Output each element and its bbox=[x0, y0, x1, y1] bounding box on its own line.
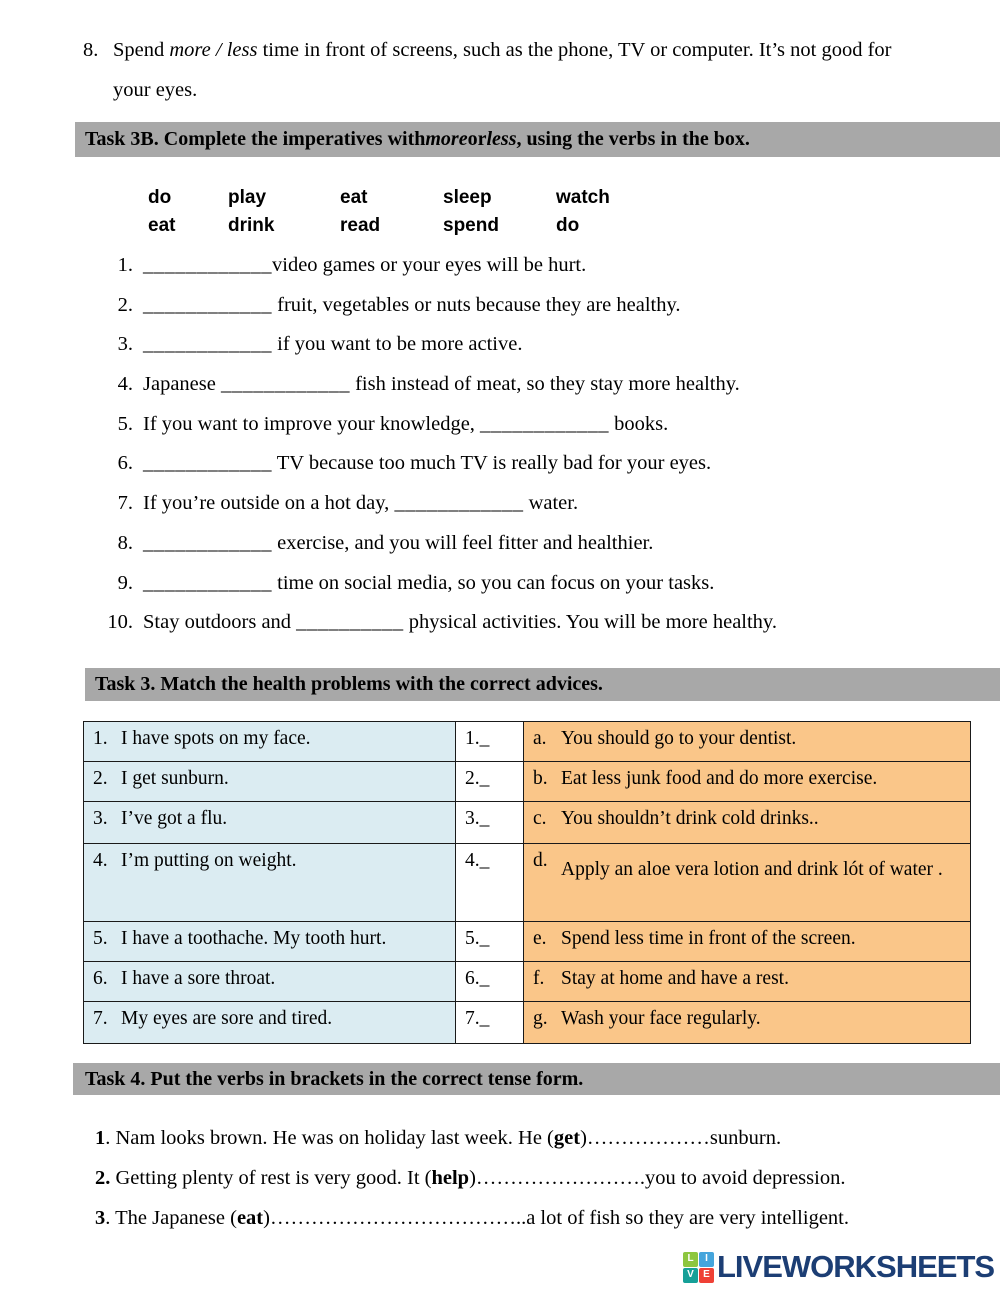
problem-text: I have a toothache. My tooth hurt. bbox=[121, 928, 387, 949]
imperative-item bbox=[83, 571, 777, 611]
task3b-header-text: or bbox=[467, 128, 487, 150]
imperative-item bbox=[83, 253, 777, 293]
advice-cell bbox=[524, 844, 971, 922]
word-box-word: read bbox=[340, 215, 381, 236]
blank-line[interactable]: ____________ bbox=[143, 531, 272, 554]
problem-number: 5. bbox=[93, 928, 108, 949]
item-text: . The Japanese ( bbox=[105, 1207, 237, 1229]
problem-cell bbox=[84, 1002, 456, 1044]
item-number: 1 bbox=[95, 1127, 106, 1149]
problem-text: I have spots on my face. bbox=[121, 728, 311, 749]
tense-item bbox=[95, 1205, 849, 1245]
problem-text: I get sunburn. bbox=[121, 768, 229, 789]
advice-letter: b. bbox=[533, 768, 548, 789]
tense-item bbox=[95, 1165, 849, 1205]
item-text: fruit, vegetables or nuts because they are healthy. bbox=[272, 293, 681, 316]
logo-letter-square-v: V bbox=[683, 1268, 698, 1283]
imperative-item bbox=[83, 531, 777, 571]
word-box-word: do bbox=[148, 187, 172, 208]
item-text: Getting plenty of rest is very good. It ( bbox=[110, 1167, 432, 1189]
blank-line[interactable]: ____________ bbox=[480, 412, 610, 435]
advice-cell bbox=[524, 722, 971, 762]
blank-line[interactable]: ____________ bbox=[220, 373, 350, 396]
problem-cell bbox=[84, 922, 456, 962]
item-number: 3. bbox=[117, 333, 133, 356]
table-row bbox=[84, 922, 971, 962]
answer-cell[interactable]: 6._ bbox=[456, 962, 524, 1002]
problem-cell bbox=[84, 802, 456, 844]
item-number: 1. bbox=[117, 254, 133, 276]
blank-line[interactable]: ____________ bbox=[143, 452, 272, 475]
item-text: Spend bbox=[113, 39, 170, 61]
task3b-header-italic: more bbox=[425, 128, 468, 150]
blank-line[interactable]: ____________ bbox=[143, 333, 272, 356]
item-text: if you want to be more active. bbox=[272, 333, 523, 356]
advice-letter: e. bbox=[533, 928, 547, 949]
tense-list bbox=[95, 1125, 849, 1245]
advice-text: Apply an aloe vera lotion and drink lót of water . bbox=[561, 859, 943, 880]
blank-line[interactable]: ____________ bbox=[143, 571, 272, 594]
advice-text: Spend less time in front of the screen. bbox=[561, 928, 856, 949]
imperative-item bbox=[83, 451, 777, 491]
logo-letter-square-l: L bbox=[683, 1252, 698, 1267]
verb-in-brackets: help bbox=[431, 1167, 470, 1189]
verb-in-brackets: eat bbox=[236, 1207, 264, 1229]
word-box-word: eat bbox=[148, 215, 176, 236]
item-text: )…………………….you to avoid depression. bbox=[469, 1167, 846, 1189]
table-row bbox=[84, 762, 971, 802]
verb-in-brackets: get bbox=[553, 1127, 581, 1149]
word-box-word: spend bbox=[443, 215, 499, 236]
advice-cell bbox=[524, 762, 971, 802]
problem-number: 1. bbox=[93, 728, 108, 749]
item-number: 6. bbox=[117, 452, 133, 475]
table-row bbox=[84, 844, 971, 922]
problem-number: 6. bbox=[93, 968, 108, 989]
blank-line[interactable]: ____________ bbox=[143, 254, 272, 276]
problem-number: 2. bbox=[93, 768, 108, 789]
answer-cell[interactable]: 4._ bbox=[456, 844, 524, 922]
answer-cell[interactable]: 1._ bbox=[456, 722, 524, 762]
word-box-word: eat bbox=[340, 187, 368, 208]
table-row bbox=[84, 962, 971, 1002]
answer-cell[interactable]: 2._ bbox=[456, 762, 524, 802]
advice-letter: d. bbox=[533, 850, 548, 871]
item-text: time in front of screens, such as the phone, TV or computer. It’s not good for bbox=[257, 39, 892, 61]
advice-cell bbox=[524, 922, 971, 962]
match-table bbox=[83, 721, 971, 1044]
item-text: physical activities. You will be more healthy. bbox=[403, 611, 777, 634]
task3b-header-text: Task 3B. Complete the imperatives with bbox=[85, 128, 426, 150]
problem-number: 4. bbox=[93, 850, 108, 871]
item-number: 8. bbox=[83, 39, 99, 61]
advice-cell bbox=[524, 962, 971, 1002]
item-text: )………………sunburn. bbox=[580, 1127, 782, 1149]
task3-header-bar: Task 3. Match the health problems with the correct advices. bbox=[85, 668, 1000, 701]
table-row bbox=[84, 1002, 971, 1044]
exercise-item-8 bbox=[83, 30, 988, 110]
item-text: video games or your eyes will be hurt. bbox=[272, 254, 587, 276]
problem-text: I’m putting on weight. bbox=[121, 850, 297, 871]
item-text: fish instead of meat, so they stay more healthy. bbox=[349, 373, 740, 396]
advice-text: You shouldn’t drink cold drinks.. bbox=[561, 808, 819, 829]
blank-line[interactable]: __________ bbox=[296, 611, 404, 634]
table-row bbox=[84, 802, 971, 844]
item-text: exercise, and you will feel fitter and healthier. bbox=[272, 531, 654, 554]
advice-cell bbox=[524, 1002, 971, 1044]
item-text: TV because too much TV is really bad for your eyes. bbox=[272, 452, 712, 475]
answer-cell[interactable]: 3._ bbox=[456, 802, 524, 844]
item-number: 2. bbox=[117, 293, 133, 316]
item-text: Stay outdoors and bbox=[143, 611, 297, 634]
table-row bbox=[84, 722, 971, 762]
logo-letter-square-e: E bbox=[699, 1268, 714, 1283]
task3b-header-italic: less bbox=[486, 128, 517, 150]
problem-cell bbox=[84, 962, 456, 1002]
advice-text: Stay at home and have a rest. bbox=[561, 968, 789, 989]
blank-line[interactable]: ____________ bbox=[394, 492, 524, 515]
item-number: 7. bbox=[117, 492, 133, 515]
advice-letter: a. bbox=[533, 728, 547, 749]
problem-text: My eyes are sore and tired. bbox=[121, 1008, 333, 1029]
exercise-item-8-line2: your eyes. bbox=[113, 79, 198, 101]
imperative-item bbox=[83, 412, 777, 452]
task3b-header-text: , using the verbs in the box. bbox=[516, 128, 750, 150]
item-text: books. bbox=[609, 412, 669, 435]
imperatives-list bbox=[83, 253, 777, 650]
exercise-item-8-line1 bbox=[83, 30, 988, 70]
item-number: 4. bbox=[117, 373, 133, 396]
item-text: water. bbox=[523, 492, 579, 515]
item-number: 8. bbox=[117, 531, 133, 554]
imperative-item bbox=[83, 332, 777, 372]
item-number: 10. bbox=[107, 611, 133, 634]
word-box bbox=[148, 184, 646, 240]
advice-letter: f. bbox=[533, 968, 545, 989]
item-number: 3 bbox=[95, 1207, 106, 1229]
answer-cell[interactable]: 5._ bbox=[456, 922, 524, 962]
item-number: 5. bbox=[117, 412, 133, 435]
problem-cell bbox=[84, 762, 456, 802]
word-box-word: do bbox=[556, 215, 580, 236]
advice-letter: c. bbox=[533, 808, 547, 829]
word-box-word: sleep bbox=[443, 187, 492, 208]
advice-cell bbox=[524, 802, 971, 844]
word-box-word: play bbox=[228, 187, 267, 208]
liveworksheets-logo[interactable] bbox=[683, 1249, 994, 1285]
blank-line[interactable]: ____________ bbox=[143, 293, 272, 316]
advice-text: You should go to your dentist. bbox=[561, 728, 797, 749]
task4-header-bar: Task 4. Put the verbs in brackets in the correct tense form. bbox=[73, 1063, 1000, 1095]
item-text: If you’re outside on a hot day, bbox=[143, 492, 395, 515]
item-text: )………………………………..a lot of fish so they are very intelligent. bbox=[263, 1207, 849, 1229]
imperative-item bbox=[83, 293, 777, 333]
item-text: . Nam looks brown. He was on holiday last week. He ( bbox=[105, 1127, 554, 1149]
imperative-item bbox=[83, 372, 777, 412]
tense-item bbox=[95, 1125, 849, 1165]
item-text-italic: more / less bbox=[169, 39, 258, 61]
problem-text: I have a sore throat. bbox=[121, 968, 276, 989]
advice-letter: g. bbox=[533, 1008, 548, 1029]
problem-text: I’ve got a flu. bbox=[121, 808, 228, 829]
imperative-item bbox=[83, 491, 777, 531]
answer-cell[interactable]: 7._ bbox=[456, 1002, 524, 1044]
imperative-item bbox=[83, 610, 777, 650]
item-number: 9. bbox=[117, 571, 133, 594]
advice-text: Wash your face regularly. bbox=[561, 1008, 761, 1029]
item-number: 2. bbox=[95, 1167, 111, 1189]
task3b-header-bar bbox=[75, 122, 1000, 157]
advice-text: Eat less junk food and do more exercise. bbox=[561, 768, 878, 789]
item-text: If you want to improve your knowledge, bbox=[143, 412, 481, 435]
problem-cell bbox=[84, 722, 456, 762]
problem-cell bbox=[84, 844, 456, 922]
word-box-word: drink bbox=[228, 215, 275, 236]
problem-number: 3. bbox=[93, 808, 108, 829]
logo-wordmark: LIVEWORKSHEETS bbox=[717, 1249, 995, 1284]
item-text: Japanese bbox=[143, 373, 221, 396]
item-text: time on social media, so you can focus on your tasks. bbox=[272, 571, 715, 594]
problem-number: 7. bbox=[93, 1008, 108, 1029]
liveworksheets-logo-icon bbox=[683, 1252, 714, 1283]
logo-letter-square-i: I bbox=[699, 1252, 714, 1267]
word-box-word: watch bbox=[556, 187, 610, 208]
